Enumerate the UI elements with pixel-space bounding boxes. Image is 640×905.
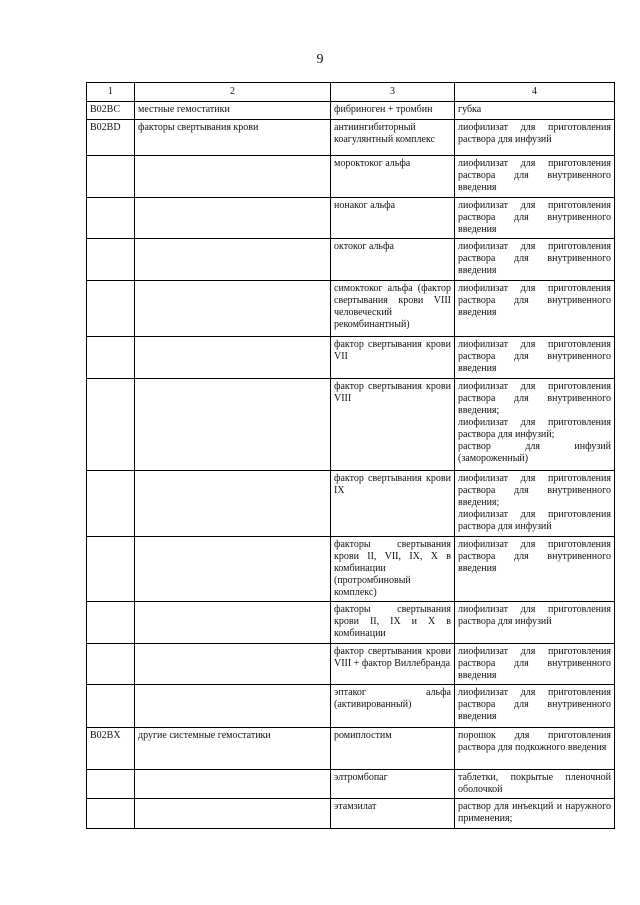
substance-cell: ромиплостим — [331, 728, 455, 770]
dosage-form-cell — [455, 102, 615, 120]
group-name-cell — [135, 685, 331, 728]
substance-cell: факторы свертывания крови II, VII, IX, X в комбинации (протромбиновый комплекс) — [331, 537, 455, 602]
dosage-form-line: лиофилизат для приготовления раствора для внутривенного введения — [458, 339, 611, 374]
atc-code-cell — [87, 337, 135, 379]
dosage-form-line: лиофилизат для приготовления раствора для внутривенного введения — [458, 200, 611, 235]
dosage-form-cell — [455, 537, 615, 602]
table-row — [87, 728, 615, 770]
substance-cell: фактор свертывания крови VIII + фактор Виллебранда — [331, 644, 455, 685]
group-name-cell — [135, 770, 331, 799]
substance-cell: эптаког альфа (активированный) — [331, 685, 455, 728]
table-row — [87, 770, 615, 799]
table-row — [87, 537, 615, 602]
group-name-cell — [135, 537, 331, 602]
atc-code-cell — [87, 471, 135, 537]
dosage-form-line: лиофилизат для приготовления раствора для внутривенного введения — [458, 241, 611, 276]
substance-cell: фактор свертывания крови VII — [331, 337, 455, 379]
table-row — [87, 644, 615, 685]
table-row — [87, 337, 615, 379]
dosage-form-line: лиофилизат для приготовления раствора для внутривенного введения — [458, 283, 611, 318]
group-name-cell — [135, 198, 331, 239]
atc-code-cell — [87, 644, 135, 685]
group-name-cell: другие системные гемостатики — [135, 728, 331, 770]
group-name-cell — [135, 644, 331, 685]
atc-code-cell — [87, 156, 135, 198]
table-row — [87, 198, 615, 239]
substance-cell: октоког альфа — [331, 239, 455, 281]
dosage-form-line: лиофилизат для приготовления раствора для внутривенного введения — [458, 687, 611, 722]
table-row — [87, 120, 615, 156]
dosage-form-cell — [455, 471, 615, 537]
dosage-form-line: лиофилизат для приготовления раствора для инфузий — [458, 122, 611, 145]
substance-cell: элтромбопаг — [331, 770, 455, 799]
dosage-form-line: раствор для инъекций и наружного применения; — [458, 801, 611, 824]
dosage-form-cell — [455, 120, 615, 156]
substance-cell: симоктоког альфа (фактор свертывания крови VIII человеческий рекомбинантный) — [331, 281, 455, 337]
atc-code-cell — [87, 770, 135, 799]
dosage-form-line: губка — [458, 104, 482, 115]
dosage-form-line: порошок для приготовления раствора для подкожного введения — [458, 730, 611, 753]
group-name-cell — [135, 799, 331, 829]
atc-code-cell: B02BC — [87, 102, 135, 120]
substance-cell: факторы свертывания крови II, IX и X в комбинации — [331, 602, 455, 644]
substance-cell: фибриноген + тромбин — [331, 102, 455, 120]
group-name-cell — [135, 602, 331, 644]
dosage-form-cell — [455, 799, 615, 829]
table-row — [87, 281, 615, 337]
group-name-cell — [135, 337, 331, 379]
atc-code-cell — [87, 239, 135, 281]
atc-code-cell — [87, 685, 135, 728]
substance-cell: нонаког альфа — [331, 198, 455, 239]
dosage-form-cell — [455, 337, 615, 379]
dosage-form-cell — [455, 685, 615, 728]
dosage-form-line: лиофилизат для приготовления раствора для внутривенного введения; — [458, 473, 611, 508]
dosage-form-cell — [455, 728, 615, 770]
header-col-1: 1 — [87, 83, 135, 102]
atc-code-cell: B02BX — [87, 728, 135, 770]
table-row — [87, 471, 615, 537]
dosage-form-cell — [455, 281, 615, 337]
substance-cell: фактор свертывания крови IX — [331, 471, 455, 537]
group-name-cell — [135, 239, 331, 281]
page-number: 9 — [316, 52, 324, 67]
dosage-form-line: лиофилизат для приготовления раствора для инфузий; — [458, 417, 611, 440]
table-body — [87, 102, 615, 829]
substance-cell: мороктоког альфа — [331, 156, 455, 198]
atc-code-cell: B02BD — [87, 120, 135, 156]
table-row — [87, 799, 615, 829]
group-name-cell: факторы свертывания крови — [135, 120, 331, 156]
table-row — [87, 239, 615, 281]
dosage-form-line: лиофилизат для приготовления раствора для внутривенного введения — [458, 646, 611, 681]
atc-code-cell — [87, 379, 135, 471]
dosage-form-cell — [455, 602, 615, 644]
dosage-form-line: лиофилизат для приготовления раствора для инфузий — [458, 509, 611, 532]
atc-code-cell — [87, 281, 135, 337]
header-col-4: 4 — [455, 83, 615, 102]
drug-table — [86, 82, 615, 829]
table-row — [87, 602, 615, 644]
atc-code-cell — [87, 537, 135, 602]
group-name-cell — [135, 471, 331, 537]
header-row — [87, 83, 615, 102]
dosage-form-line: лиофилизат для приготовления раствора для внутривенного введения — [458, 539, 611, 574]
table-row — [87, 156, 615, 198]
group-name-cell — [135, 156, 331, 198]
dosage-form-line: лиофилизат для приготовления раствора для внутривенного введения; — [458, 381, 611, 416]
atc-code-cell — [87, 799, 135, 829]
dosage-form-cell — [455, 644, 615, 685]
header-col-2: 2 — [135, 83, 331, 102]
substance-cell: антиингибиторный коагулянтный комплекс — [331, 120, 455, 156]
group-name-cell — [135, 379, 331, 471]
dosage-form-line: раствор для инфузий (замороженный) — [458, 441, 611, 464]
dosage-form-cell — [455, 198, 615, 239]
header-col-3: 3 — [331, 83, 455, 102]
atc-code-cell — [87, 602, 135, 644]
substance-cell: этамзилат — [331, 799, 455, 829]
table-row — [87, 379, 615, 471]
group-name-cell — [135, 281, 331, 337]
dosage-form-line: лиофилизат для приготовления раствора для инфузий — [458, 604, 611, 627]
group-name-cell: местные гемостатики — [135, 102, 331, 120]
dosage-form-cell — [455, 770, 615, 799]
substance-cell: фактор свертывания крови VIII — [331, 379, 455, 471]
dosage-form-cell — [455, 239, 615, 281]
table-row — [87, 685, 615, 728]
dosage-form-cell — [455, 379, 615, 471]
dosage-form-cell — [455, 156, 615, 198]
atc-code-cell — [87, 198, 135, 239]
dosage-form-line: лиофилизат для приготовления раствора для внутривенного введения — [458, 158, 611, 193]
table-row — [87, 102, 615, 120]
dosage-form-line: таблетки, покрытые пленочной оболочкой — [458, 772, 611, 795]
